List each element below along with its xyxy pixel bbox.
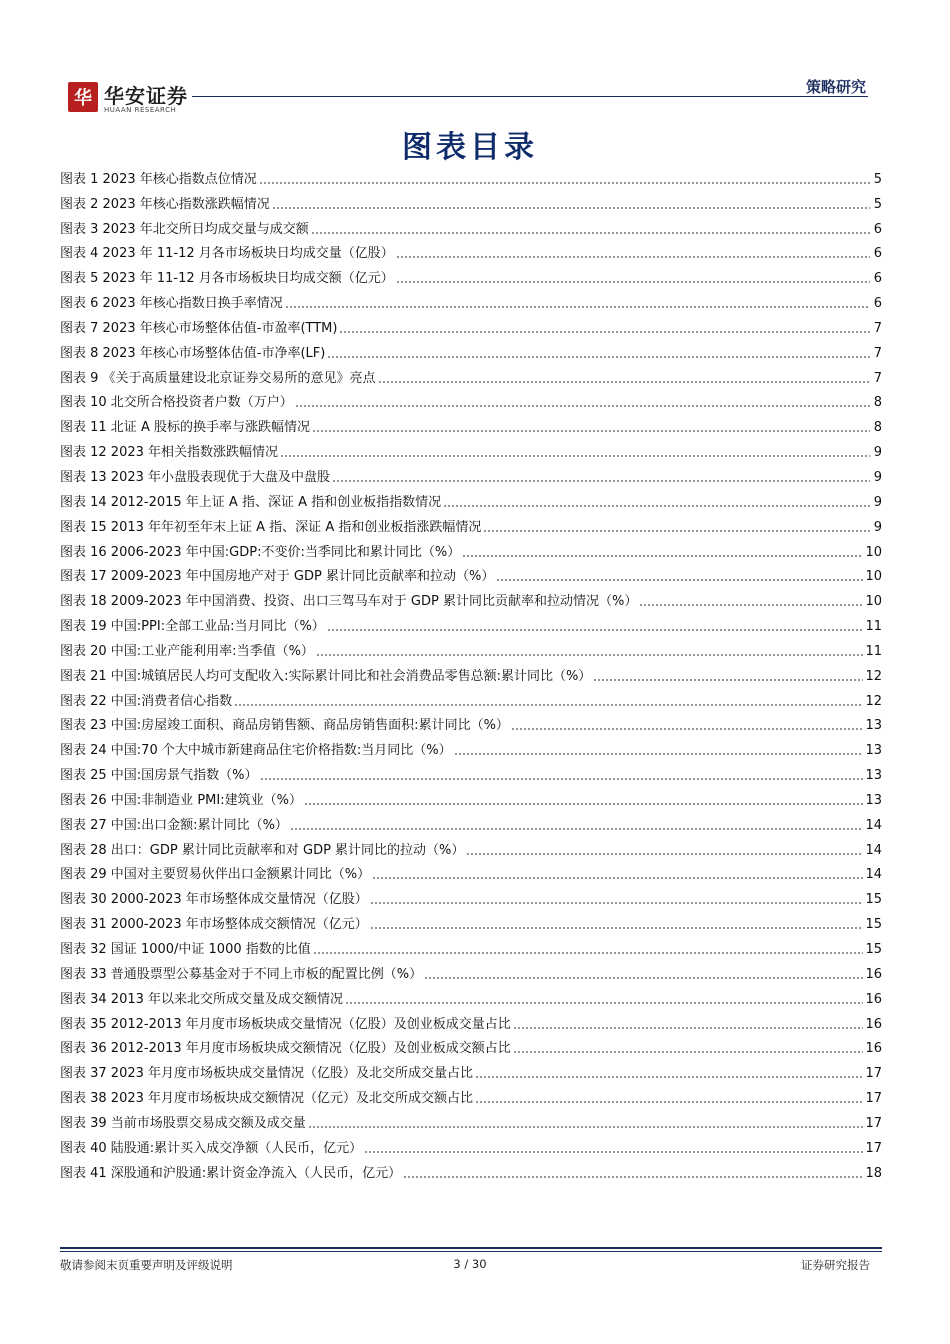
toc-entry[interactable] [60, 562, 882, 587]
toc-entry[interactable] [60, 586, 882, 611]
toc-entry-page: 12 [865, 693, 882, 709]
toc-entry-page: 8 [873, 395, 882, 411]
toc-entry[interactable] [60, 462, 882, 487]
toc-entry[interactable] [60, 1108, 882, 1133]
toc-entry-page: 16 [865, 1016, 882, 1032]
toc-leader-dots [513, 1050, 864, 1054]
toc-leader-dots [370, 901, 864, 905]
toc-leader-dots [370, 926, 864, 930]
toc-entry-label: 图表 3 2023 年北交所日均成交量与成交额 [60, 221, 309, 237]
toc-entry-label: 图表 5 2023 年 11-12 月各市场板块日均成交额（亿元） [60, 271, 394, 287]
toc-entry[interactable] [60, 835, 882, 860]
toc-entry-page: 13 [865, 768, 882, 784]
toc-entry[interactable] [60, 164, 882, 189]
toc-leader-dots [475, 1100, 863, 1104]
toc-entry[interactable] [60, 636, 882, 661]
toc-leader-dots [260, 777, 864, 781]
toc-entry-page: 7 [873, 320, 882, 336]
toc-entry-label: 图表 11 北证 A 股标的换手率与涨跌幅情况 [60, 420, 310, 436]
toc-entry[interactable] [60, 1158, 882, 1183]
toc-entry[interactable] [60, 239, 882, 264]
footer-report-type: 证券研究报告 [801, 1258, 870, 1272]
toc-entry-page: 16 [865, 966, 882, 982]
toc-entry-page: 9 [873, 519, 882, 535]
toc-entry-page: 13 [865, 718, 882, 734]
toc-leader-dots [475, 1075, 863, 1079]
toc-entry-label: 图表 15 2013 年年初至年末上证 A 指、深证 A 指和创业板指涨跌幅情况 [60, 519, 482, 535]
table-of-figures [60, 164, 882, 1183]
toc-leader-dots [311, 231, 870, 235]
toc-entry-page: 15 [865, 917, 882, 933]
brand-logo-mark: 华 [68, 82, 98, 112]
toc-entry[interactable] [60, 487, 882, 512]
toc-entry-page: 11 [865, 619, 882, 635]
toc-entry[interactable] [60, 984, 882, 1009]
toc-entry-label: 图表 1 2023 年核心指数点位情况 [60, 171, 257, 187]
toc-entry[interactable] [60, 760, 882, 785]
toc-entry-page: 5 [873, 196, 882, 212]
toc-entry-page: 5 [873, 171, 882, 187]
toc-leader-dots [295, 404, 870, 408]
toc-entry[interactable] [60, 313, 882, 338]
toc-entry-label: 图表 27 中国:出口金额:累计同比（%） [60, 817, 288, 833]
toc-entry-label: 图表 29 中国对主要贸易伙伴出口金额累计同比（%） [60, 867, 371, 883]
toc-entry[interactable] [60, 934, 882, 959]
toc-leader-dots [424, 976, 863, 980]
toc-leader-dots [345, 1001, 863, 1005]
page-title: 图表目录 [402, 130, 538, 165]
toc-leader-dots [372, 876, 863, 880]
toc-entry-page: 17 [865, 1066, 882, 1082]
toc-entry[interactable] [60, 909, 882, 934]
toc-entry-label: 图表 30 2000-2023 年市场整体成交量情况（亿股） [60, 892, 368, 908]
toc-entry-page: 18 [865, 1165, 882, 1181]
toc-entry-label: 图表 19 中国:PPI:全部工业品:当月同比（%） [60, 619, 325, 635]
toc-entry-page: 10 [865, 594, 882, 610]
toc-entry[interactable] [60, 785, 882, 810]
toc-entry[interactable] [60, 537, 882, 562]
toc-entry-label: 图表 7 2023 年核心市场整体估值-市盈率(TTM) [60, 320, 338, 336]
toc-entry[interactable] [60, 288, 882, 313]
toc-entry-label: 图表 8 2023 年核心市场整体估值-市净率(LF) [60, 345, 326, 361]
toc-entry-page: 15 [865, 942, 882, 957]
toc-entry-page: 14 [865, 867, 882, 883]
toc-entry-label: 图表 21 中国:城镇居民人均可支配收入:实际累计同比和社会消费品零售总额:累计同比（%） [60, 668, 592, 684]
toc-entry-page: 17 [865, 1115, 882, 1131]
toc-entry-label: 图表 31 2000-2023 年市场整体成交额情况（亿元） [60, 917, 368, 933]
toc-leader-dots [496, 578, 863, 582]
toc-leader-dots [312, 429, 870, 433]
toc-entry-page: 6 [873, 221, 882, 237]
toc-leader-dots [364, 1150, 863, 1154]
toc-entry[interactable] [60, 338, 882, 363]
toc-entry[interactable] [60, 810, 882, 835]
toc-entry-page: 16 [865, 1041, 882, 1057]
toc-entry[interactable] [60, 686, 882, 711]
toc-leader-dots [339, 330, 870, 334]
toc-entry-label: 图表 20 中国:工业产能利用率:当季值（%） [60, 643, 314, 659]
toc-entry[interactable] [60, 884, 882, 909]
toc-leader-dots [313, 951, 864, 955]
toc-entry-label: 图表 17 2009-2023 年中国房地产对于 GDP 累计同比贡献率和拉动（%） [60, 569, 495, 585]
toc-leader-dots [454, 752, 864, 756]
toc-entry-label: 图表 10 北交所合格投资者户数（万户） [60, 395, 293, 411]
toc-leader-dots [462, 554, 863, 558]
toc-entry[interactable] [60, 1083, 882, 1108]
toc-entry[interactable] [60, 661, 882, 686]
toc-entry-label: 图表 24 中国:70 个大中城市新建商品住宅价格指数:当月同比（%） [60, 743, 452, 759]
page-number: 3 / 30 [453, 1257, 487, 1271]
toc-leader-dots [513, 1026, 864, 1030]
toc-leader-dots [483, 529, 870, 533]
toc-leader-dots [234, 703, 863, 707]
toc-entry-label: 图表 14 2012-2015 年上证 A 指、深证 A 指和创业板指指数情况 [60, 494, 442, 510]
toc-entry-label: 图表 6 2023 年核心指数日换手率情况 [60, 296, 283, 312]
toc-entry-label: 图表 16 2006-2023 年中国:GDP:不变价:当季同比和累计同比（%） [60, 544, 461, 560]
toc-entry-page: 17 [865, 1140, 882, 1156]
toc-leader-dots [259, 181, 870, 185]
toc-leader-dots [396, 280, 870, 284]
toc-entry[interactable] [60, 512, 882, 537]
toc-leader-dots [378, 380, 870, 384]
toc-entry[interactable] [60, 1133, 882, 1158]
report-section-label: 策略研究 [805, 78, 866, 96]
toc-entry[interactable] [60, 959, 882, 984]
toc-entry-label: 图表 22 中国:消费者信心指数 [60, 693, 233, 709]
toc-entry-label: 图表 37 2023 年月度市场板块成交量情况（亿股）及北交所成交量占比 [60, 1066, 474, 1082]
toc-entry-page: 6 [873, 246, 882, 262]
toc-entry-page: 9 [873, 469, 882, 485]
toc-leader-dots [593, 678, 863, 682]
toc-leader-dots [304, 802, 864, 806]
toc-entry-label: 图表 18 2009-2023 年中国消费、投资、出口三驾马车对于 GDP 累计同比贡献率和拉动情况（%） [60, 594, 638, 610]
toc-leader-dots [403, 1175, 863, 1179]
toc-entry-label: 图表 35 2012-2013 年月度市场板块成交量情况（亿股）及创业板成交量占比 [60, 1016, 511, 1032]
toc-entry-page: 9 [873, 445, 882, 461]
toc-entry-label: 图表 32 国证 1000/中证 1000 指数的比值 [60, 942, 311, 957]
toc-leader-dots [511, 727, 864, 731]
toc-entry[interactable] [60, 611, 882, 636]
toc-entry[interactable] [60, 1034, 882, 1059]
toc-entry[interactable] [60, 189, 882, 214]
toc-entry-label: 图表 33 普通股票型公募基金对于不同上市板的配置比例（%） [60, 966, 423, 982]
toc-entry-label: 图表 41 深股通和沪股通:累计资金净流入（人民币，亿元） [60, 1165, 402, 1181]
toc-entry-page: 17 [865, 1091, 882, 1107]
toc-leader-dots [327, 355, 870, 359]
brand-subtitle: HUAAN RESEARCH [104, 106, 177, 114]
toc-entry[interactable] [60, 1058, 882, 1083]
toc-entry-label: 图表 26 中国:非制造业 PMI:建筑业（%） [60, 792, 302, 808]
toc-entry-page: 7 [873, 370, 882, 386]
toc-entry[interactable] [60, 388, 882, 413]
toc-entry-page: 6 [873, 296, 882, 312]
toc-leader-dots [272, 206, 870, 210]
toc-leader-dots [280, 454, 870, 458]
toc-entry[interactable] [60, 735, 882, 760]
toc-entry-page: 13 [865, 792, 882, 808]
toc-entry-page: 10 [865, 569, 882, 585]
toc-entry[interactable] [60, 711, 882, 736]
toc-entry-label: 图表 2 2023 年核心指数涨跌幅情况 [60, 196, 270, 212]
toc-entry-label: 图表 23 中国:房屋竣工面积、商品房销售额、商品房销售面积:累计同比（%） [60, 718, 509, 734]
brand-name: 华安证券 [104, 84, 188, 108]
toc-entry-page: 9 [873, 494, 882, 510]
toc-entry[interactable] [60, 860, 882, 885]
toc-entry[interactable] [60, 363, 882, 388]
toc-leader-dots [466, 852, 863, 856]
toc-entry[interactable] [60, 263, 882, 288]
toc-entry-label: 图表 38 2023 年月度市场板块成交额情况（亿元）及北交所成交额占比 [60, 1091, 474, 1107]
toc-entry-page: 10 [865, 544, 882, 560]
toc-leader-dots [316, 653, 864, 657]
footer-disclaimer: 敬请参阅末页重要声明及评级说明 [60, 1258, 233, 1272]
page-header [0, 0, 950, 120]
toc-entry-page: 11 [865, 643, 882, 659]
toc-entry-label: 图表 40 陆股通:累计买入成交净额（人民币，亿元） [60, 1140, 363, 1156]
toc-leader-dots [308, 1125, 864, 1129]
toc-entry-page: 16 [865, 991, 882, 1007]
toc-entry-page: 14 [865, 842, 882, 858]
footer-divider-thin [60, 1251, 882, 1252]
toc-entry-label: 图表 25 中国:国房景气指数（%） [60, 768, 258, 784]
toc-entry-page: 6 [873, 271, 882, 287]
toc-leader-dots [332, 479, 870, 483]
toc-entry-label: 图表 9 《关于高质量建设北京证券交易所的意见》亮点 [60, 370, 376, 386]
toc-entry-page: 14 [865, 817, 882, 833]
toc-leader-dots [285, 305, 870, 309]
toc-leader-dots [396, 255, 870, 259]
toc-entry[interactable] [60, 214, 882, 239]
toc-leader-dots [327, 628, 864, 632]
toc-entry-label: 图表 4 2023 年 11-12 月各市场板块日均成交量（亿股） [60, 246, 394, 262]
toc-entry-label: 图表 13 2023 年小盘股表现优于大盘及中盘股 [60, 469, 331, 485]
toc-entry-label: 图表 36 2012-2013 年月度市场板块成交额情况（亿股）及创业板成交额占比 [60, 1041, 511, 1057]
toc-entry-page: 13 [865, 743, 882, 759]
toc-entry-page: 7 [873, 345, 882, 361]
toc-entry-label: 图表 12 2023 年相关指数涨跌幅情况 [60, 445, 279, 461]
toc-entry-label: 图表 39 当前市场股票交易成交额及成交量 [60, 1115, 306, 1131]
toc-entry-page: 8 [873, 420, 882, 436]
toc-leader-dots [290, 827, 864, 831]
toc-entry-label: 图表 28 出口：GDP 累计同比贡献率和对 GDP 累计同比的拉动（%） [60, 842, 465, 858]
header-divider [192, 96, 868, 97]
toc-entry-label: 图表 34 2013 年以来北交所成交量及成交额情况 [60, 991, 344, 1007]
toc-entry-page: 12 [865, 668, 882, 684]
footer-divider [60, 1247, 882, 1249]
toc-entry[interactable] [60, 437, 882, 462]
toc-entry[interactable] [60, 412, 882, 437]
toc-entry[interactable] [60, 1009, 882, 1034]
toc-entry-page: 15 [865, 892, 882, 908]
toc-leader-dots [639, 603, 863, 607]
toc-leader-dots [443, 504, 870, 508]
